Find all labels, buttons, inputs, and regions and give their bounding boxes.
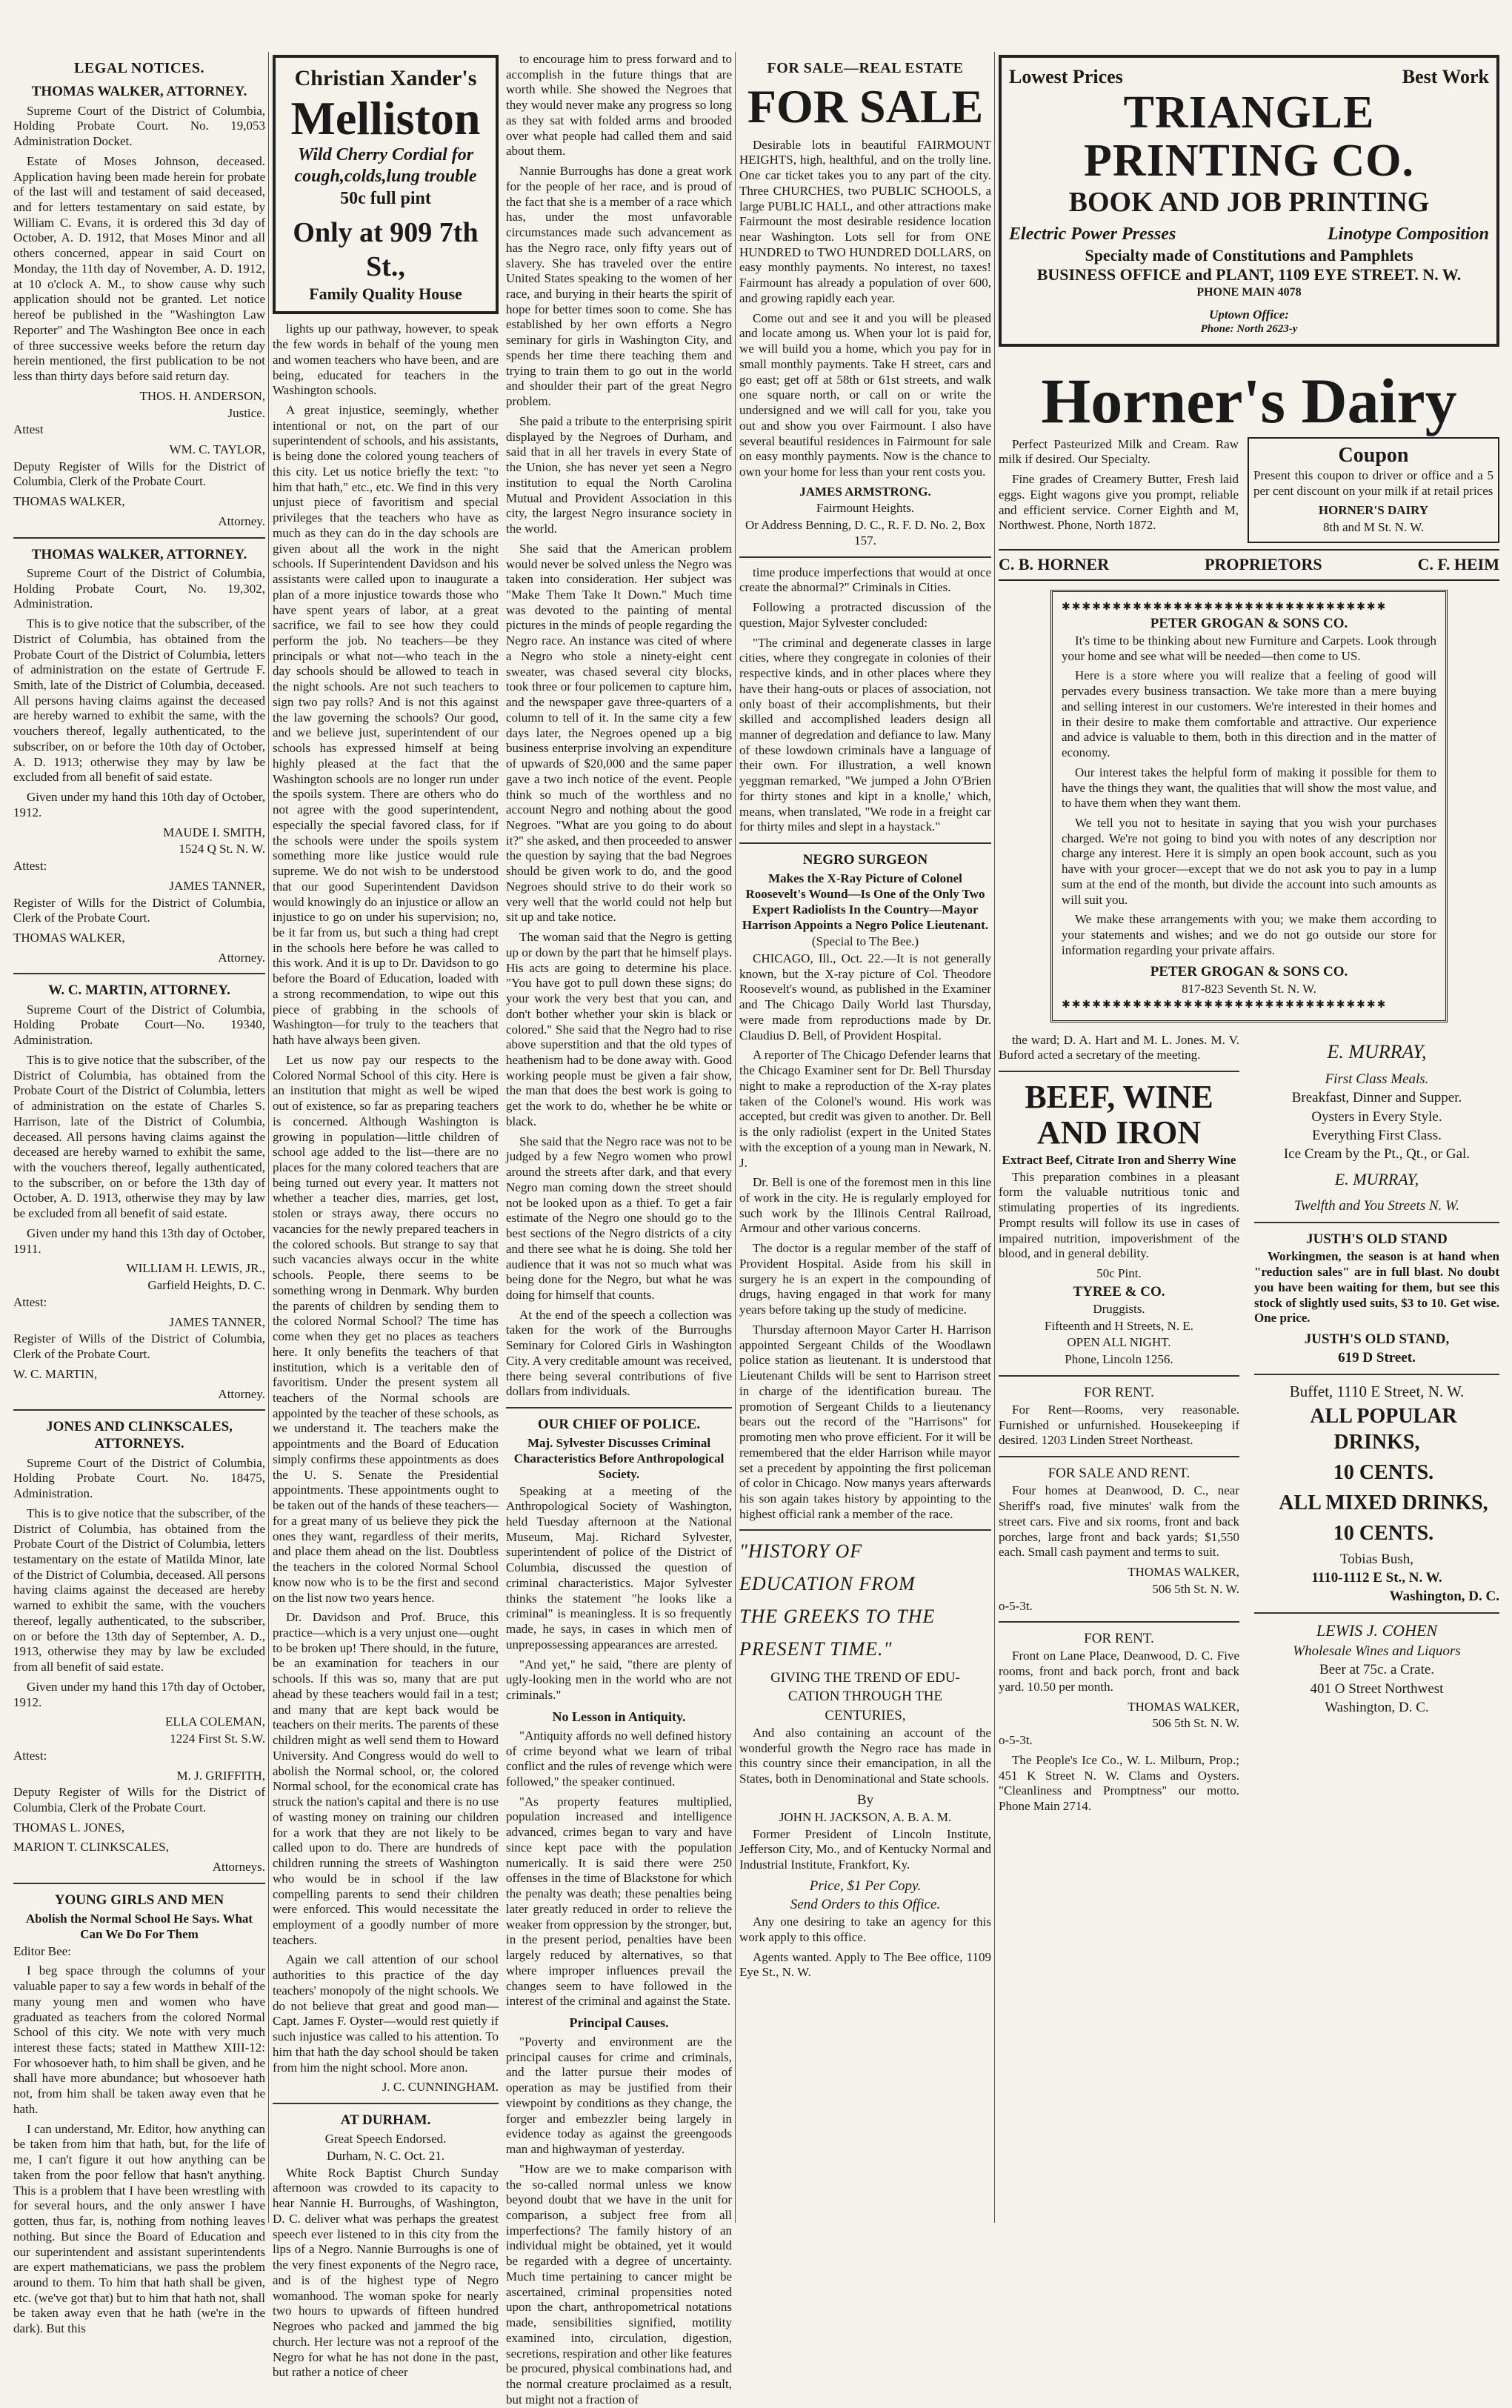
ad-phone: Phone: North 2623-y	[1200, 323, 1298, 336]
divider	[13, 1883, 265, 1884]
subcolumn	[1254, 1033, 1499, 1717]
book-author-bio: Former President of Lincoln Institute, Jefferson City, Mo., and of Kentucky Normal and Industrial Institute, Frankfort, Ky.	[739, 1826, 991, 1872]
signature: THOS. H. ANDERSON,	[139, 388, 265, 403]
article-paragraph: Again we call attention of our school authorities to this practice of the day teachers' monopoly of the night schools. We do not believe that great and good man—Capt. James F. Oyster—would rest quietly if such injustice was called to his attention. To him that hath the day school should be taken from him the night school. More anon.	[273, 1952, 499, 2075]
book-subtitle: GIVING THE TREND OF EDU-	[770, 1670, 960, 1686]
notice-heading: W. C. MARTIN, ATTORNEY.	[48, 982, 230, 999]
ad-address: Only at 909 7th St.,	[293, 216, 479, 283]
signature-title: Deputy Register of Wills for the District of Columbia, Clerk of the Probate Court.	[13, 1785, 265, 1815]
ad-line: ALL POPULAR DRINKS,	[1310, 1404, 1457, 1454]
article-subhead: Abolish the Normal School He Says. What Can We Do For Them	[25, 1912, 253, 1941]
ad-price: 50c Pint.	[1096, 1265, 1142, 1280]
signature: THOMAS WALKER,	[1128, 1699, 1239, 1714]
ad-brand: LEWIS J. COHEN	[1316, 1621, 1438, 1640]
ad-line: Buffet, 1110 E Street, N. W.	[1289, 1383, 1465, 1401]
divider	[506, 1407, 732, 1408]
ad-address: Washington, D. C.	[1389, 1589, 1499, 1605]
for-sale-banner: FOR SALE	[747, 80, 984, 133]
classified-text: The People's Ice Co., W. L. Milburn, Prop.; 451 K Street N. W. Clams and Oysters. "Cleanliness and Promptness" our motto. Phone Main 2714.	[999, 1752, 1239, 1814]
column-real-estate	[739, 52, 991, 2230]
classified-text: For Rent—Rooms, very reasonable. Furnished or unfurnished. Housekeeping if desired. 1203 Linden Street Northeast.	[999, 1402, 1239, 1448]
ad-line: First Class Meals.	[1325, 1071, 1429, 1088]
attest: Attest	[13, 422, 44, 437]
article-paragraph: the ward; D. A. Hart and M. L. Jones. M. V. Buford acted a secretary of the meeting.	[999, 1032, 1239, 1062]
signature: J. C. CUNNINGHAM.	[382, 2080, 499, 2095]
book-price: Price, $1 Per Copy.	[809, 1877, 922, 1894]
book-orders: Send Orders to this Office.	[790, 1897, 941, 1913]
address: Or Address Benning, D. C., R. F. D. No. 2, Box 157.	[745, 518, 985, 548]
ad-brand: JUSTH'S OLD STAND	[1306, 1231, 1448, 1248]
coupon	[1248, 437, 1499, 543]
ad-brand: Melliston	[290, 91, 481, 144]
classified-heading: FOR RENT.	[1084, 1631, 1154, 1647]
classified-heading: FOR RENT.	[1084, 1384, 1154, 1400]
ad-line: Wholesale Wines and Liquors	[1293, 1643, 1461, 1660]
article-heading: NEGRO SURGEON	[802, 852, 928, 868]
ad-price: 50c full pint	[340, 188, 431, 208]
subcolumn	[999, 1033, 1239, 1819]
ad-paragraph: Perfect Pasteurized Milk and Cream. Raw milk if desired. Our Specialty.	[999, 436, 1239, 467]
article-subhead: Maj. Sylvester Discusses Criminal Characteristics Before Anthropological Society.	[513, 1436, 725, 1481]
coupon-name: HORNER'S DAIRY	[1318, 503, 1429, 518]
article-paragraph: She paid a tribute to the enterprising spirit displayed by the Negroes of Durham, and said that in all her travels in every State of the Union, she has never yet seen a Negro institution to equal the North Carolina Mutual and Provident Association in this city, the largest Negro insurance society in the world.	[506, 413, 732, 536]
article-paragraph: Nannie Burroughs has done a great work for the people of her race, and is proud of the fact that she is a member of a race which has, under the most unfavorable circumstances made such advancement as has the Negro race, only fifty years out of slavery. She has traveled over the entire United States speaking to the women of her race, and burying in their hearts the spirit of hope for better times soon to come. She has established by her own efforts a Negro seminary for girls in Washington City, and spends her time there teaching them and trying to train them to go out in the world and shoulder their part of the great Negro problem.	[506, 164, 732, 409]
classified-heading: FOR SALE AND RENT.	[1048, 1466, 1190, 1482]
divider	[1254, 1374, 1499, 1375]
ad-subtitle: Extract Beef, Citrate Iron and Sherry Wine	[1002, 1152, 1236, 1167]
book-agency: Any one desiring to take an agency for this work apply to this office.	[739, 1915, 991, 1944]
address: 506 5th St. N. W.	[1152, 1716, 1239, 1731]
star-border-icon: ✱✱✱✱✱✱✱✱✱✱✱✱✱✱✱✱✱✱✱✱✱✱✱✱✱✱✱✱✱✱✱✱	[1062, 999, 1388, 1011]
legal-notice	[13, 982, 265, 1402]
book-description: And also containing an account of the wonderful growth the Negro race has made in this country since their emancipation, in all the States, both in Denominational and State schools.	[739, 1725, 991, 1786]
notice-body: This is to give notice that the subscriber, of the District of Columbia, has obtained from the Probate Court of the District of Columbia, letters testamentary on the estate of Matilda Minor, late of the District of Columbia, deceased. All persons having claims against the deceased are hereby warned to exhibit the same, with the vouchers thereof, legally authenticated, to the subscriber, on or before the 13th day of September, A. D., 1913, otherwise they may by law be excluded from all benefit of said estate.	[13, 1506, 265, 1674]
legal-notice	[13, 1418, 265, 1875]
notice-given: Given under my hand this 10th day of October, 1912.	[13, 790, 265, 819]
signature: W. C. MARTIN,	[13, 1366, 98, 1381]
section-title: FOR SALE—REAL ESTATE	[767, 60, 964, 76]
ad-brand: BEEF, WINE AND IRON	[1025, 1079, 1213, 1151]
column-ads	[999, 52, 1499, 2230]
signature: M. J. GRIFFITH,	[176, 1768, 265, 1783]
ad-line: Druggists.	[1093, 1301, 1145, 1316]
signature-title: 1524 Q St. N. W.	[179, 842, 265, 857]
ad-paragraph: Workingmen, the season is at hand when "reduction sales" are in full blast. No doubt you have been waiting for them, but see this stock of slightly used suits, $3 to 10. Get wise. One price.	[1254, 1249, 1499, 1326]
divider	[999, 1621, 1239, 1623]
classified-text: Four homes at Deanwood, D. C., near Sheriff's road, five minutes' walk from the street cars. Five and six rooms, front and back porches, large front and back yards; $1,550 each. Small cash payment and terms to suit.	[999, 1483, 1239, 1560]
proprietors-label: PROPRIETORS	[1205, 554, 1322, 573]
signature-title: Attorney.	[218, 513, 265, 528]
divider	[999, 1375, 1239, 1377]
ad-line: 10 CENTS.	[1333, 1460, 1434, 1484]
ad-line: Ice Cream by the Pt., Qt., or Gal.	[1283, 1145, 1471, 1162]
ad-line: Family Quality House	[309, 284, 462, 303]
article-paragraph: Let us now pay our respects to the Colored Normal School of this city. Here is an institution that might as well be wiped out of existence, so far as preparing teachers is concerned. Although Washington is growing in population—little children of school age added to the list—there are no places for the many colored teachers that are being turned out every year. It matters not whether a teacher dies, marries, get lost, stolen or strays away, there occurs no vacancies for the newly prepared teachers in the colored schools. But strange to say that such vacancies always occur in the white schools. People, there seems to be something wrong in Denmark. Why burden the parents of children by sending them to the colored Normal School? The time has come when they get no places as teachers here. It only benefits the teachers of that institution, which is a veritable den of favoritism. Under the present system all teachers of the Normal schools are appointed by the teacher of these schools, as we understand it. The teachers make the appointments and the Board of Education simply confirms these appointments as does the U. S. Senate the Presidential appointments. These appointments ought to be taken out of the hands of these teachers—for a great many of us believe they pick the ones they want, regardless of their merits, and place them ahead on the list. Doubtless the teachers in the colored Normal School know now who is to be the first and second on the list now two years hence.	[273, 1052, 499, 1605]
article-subhead: Great Speech Endorsed.	[324, 2132, 447, 2146]
ad-address: Washington, D. C.	[1325, 1699, 1429, 1715]
letter-article	[13, 1892, 265, 2337]
article-paragraph: to encourage him to press forward and to accomplish in the future things that are worth while. She showed the Negroes that they would never make any progress so long as they sat with folded arms and brooded over what people had called them and said about them.	[506, 52, 732, 159]
book-subtitle: CENTURIES,	[825, 1707, 906, 1723]
proprietor: C. F. HEIM	[1417, 554, 1499, 573]
article-paragraph: A reporter of The Chicago Defender learns that the Chicago Examiner sent for Dr. Bell Thursday night to make a reproduction of the X-ray plates taken of the Colonel's wound. His work was accepted, but credit was given to another. Dr. Bell is the only radiolist (expert in the United States with the exception of a young man in Newark, N. J.	[739, 1048, 991, 1170]
dateline: (Special to The Bee.)	[811, 934, 919, 949]
article-paragraph: "As property features multiplied, population increased and intelligence advanced, crimes began to vary and have since kept pace with the population numerically. It is said there were 250 offenses in the time of Blackstone for which the penalty was death; these penalties being later greatly reduced in order to relieve the weaker from oppression by the stronger, but, in the present period, penalties have been largely reduced by alternatives, so that where improper influences prevail the changes seem to have followed in the interest of the criminal and against the State.	[506, 1794, 732, 2009]
article-subheading: Principal Causes.	[569, 2015, 669, 2030]
coupon-address: 8th and M St. N. W.	[1322, 520, 1425, 535]
proprietors-row	[999, 549, 1499, 581]
notice-given: Given under my hand this 13th day of October, 1911.	[13, 1225, 265, 1256]
coupon-text: Present this coupon to driver or office and a 5 per cent discount on your milk if at retail prices	[1253, 468, 1493, 498]
ad-feature: Linotype Composition	[1327, 224, 1489, 245]
ad-signature: E. MURRAY,	[1334, 1170, 1419, 1189]
grogan-ad	[1050, 590, 1448, 1022]
classified-code: o-5-3t.	[999, 1598, 1033, 1613]
book-title-line: "HISTORY OF	[739, 1540, 863, 1563]
column-articles	[273, 52, 732, 2407]
attest: Attest:	[13, 1294, 47, 1309]
salutation: Editor Bee:	[13, 1943, 71, 1958]
article-paragraph: Following a protracted discussion of the question, Major Sylvester concluded:	[739, 600, 991, 630]
column-rule	[994, 52, 995, 2223]
ad-feature-row	[1009, 224, 1489, 245]
ad-phone: PHONE MAIN 4078	[1196, 286, 1302, 299]
book-title-line: THE GREEKS TO THE	[739, 1605, 936, 1627]
signature: MARION T. CLINKSCALES,	[13, 1840, 169, 1855]
ad-paragraph: We tell you not to hesitate in saying that you wish your purchases charged. We're not going to bind you with notes of any description nor charge any interest. Here it is simply an open book account, such as you have with your grocer—except that we do not ask you to pay in a lump sum at the end of the month, but divide the account into such amounts as will suit you.	[1062, 815, 1436, 907]
article-subheading: No Lesson in Antiquity.	[552, 1709, 686, 1724]
column-legal-notices	[13, 52, 265, 2336]
signature-title: Justice.	[227, 405, 265, 420]
notice-heading: THOMAS WALKER, ATTORNEY.	[31, 546, 247, 562]
classified-code: o-5-3t.	[999, 1733, 1033, 1748]
notice-heading: THOMAS WALKER, ATTORNEY.	[31, 84, 247, 100]
ad-line: 10 CENTS.	[1333, 1521, 1434, 1545]
signature: ELLA COLEMAN,	[164, 1714, 265, 1729]
article-paragraph: The doctor is a regular member of the staff of Provident Hospital. Aside from his skill in surgery he is an expert in the compounding of drugs, having engaged in that work for many years before taking up the study of medicine.	[739, 1241, 991, 1317]
ad-paragraph: This preparation combines in a pleasant form the valuable nutritious tonic and stimulating properties of its ingredients. Prompt results will follow its use in cases of impaired nutrition, impoverishment of the blood, and in general debility.	[999, 1169, 1239, 1261]
divider	[13, 973, 265, 974]
ad-line: BUSINESS OFFICE and PLANT, 1109 EYE STREET. N. W.	[1036, 265, 1462, 285]
signature: THOMAS WALKER,	[13, 930, 125, 945]
book-title-line: EDUCATION FROM	[739, 1573, 916, 1595]
signature: JAMES TANNER,	[169, 878, 265, 893]
ad-address: 1110-1112 E St., N. W.	[1311, 1570, 1442, 1586]
article-paragraph: lights up our pathway, however, to speak the few words in behalf of the young men and women teachers who have been, and are being, educated for teachers in the Washington schools.	[273, 322, 499, 398]
ad-signature: Tobias Bush,	[1340, 1551, 1413, 1567]
ad-line: Specialty made of Constitutions and Pamphlets	[1085, 245, 1413, 265]
ad-line: OPEN ALL NIGHT.	[1067, 1335, 1171, 1350]
ad-line: Everything First Class.	[1312, 1127, 1442, 1143]
column-rule	[268, 52, 269, 2223]
ad-paragraph: Our interest takes the helpful form of making it possible for them to have the things they want, the qualities that will show the most value, and to have them when they want them.	[1062, 765, 1436, 811]
article-paragraph: "How are we to make comparison with the so-called normal unless we know beyond doubt that we have in the unit for comparison, a subject free from all imperfections? The family history of an individual might be obtained, yet it would be regarded with a degree of uncertainty. Much time pertaining to cancer might be ascertained, criminal propensities noted upon the chart, anthropometrical notations made, sensibilities signified, motility examined into, circulation, digestion, secretions, respiration and other like features be procured, physical combinations had, and the normal creature proclaimed as a result, but might not a fraction of	[506, 2161, 732, 2407]
ad-signature: JUSTH'S OLD STAND,	[1304, 1331, 1450, 1347]
ad-address: Twelfth and You Streets N. W.	[1294, 1197, 1459, 1214]
book-subtitle: CATION THROUGH THE	[787, 1689, 943, 1705]
article-paragraph: She said that the American problem would never be solved unless the Negro was taken into consideration. Her subject was "Make Them Take It Down." Much time was devoted to the painting of mental pictures in the minds of people regarding the Negro race. An instance was cited of where a Negro who stole a ninety-eight cent sweater, was chased several city blocks, took three or four policemen to capture him, and the newspaper gave three-quarters of a column to tell of it. In the same city a few days later, the Negroes opened up a big business enterprise involving an expenditure of upwards of $20,000 and the same paper gave a two inch notice of the event. People think so much of the worthless and no account Negro and nothing about the good Negroes. "What are you going to do about it?" she asked, and then proceeded to answer the question by saying that the bad Negroes should be given work to do, and the good Negroes should strive to do their work so very well that the world could not help but sit up and take notice.	[506, 541, 732, 925]
article-paragraph: I beg space through the columns of your valuable paper to say a few words in behalf of the many young men and women who have graduated as teachers from the colored Normal School of this city. We note with very much interest these facts; stated in Matthew XIII-12: For whosoever hath, to him shall be given, and he shall have more abundance; but whosoever hath not, from him shall be taken away even that he hath.	[13, 1963, 265, 2116]
article-paragraph: CHICAGO, Ill., Oct. 22.—It is not generally known, but the X-ray picture of Col. Theodore Roosevelt's wound, as published in the Examiner and The Chicago Daily World last Thursday, were made from reproductions made by Dr. Claudius D. Bell, of Provident Hospital.	[739, 951, 991, 1042]
book-agents: Agents wanted. Apply to The Bee office, 1109 Eye St., N. W.	[739, 1949, 991, 1980]
signature: WM. C. TAYLOR,	[169, 442, 265, 456]
article-paragraph: "And yet," he said, "there are plenty of ugly-looking men in the world who are not criminals."	[506, 1657, 732, 1703]
ad-line: Uptown Office:	[1209, 307, 1289, 322]
ad-tag: Lowest Prices	[1009, 66, 1123, 87]
ad-paragraph: Fine grades of Creamery Butter, Fresh laid eggs. Eight wagons give you prompt, reliable and efficient service. Corner Eighth and M, Northwest. Phone, North 1872.	[999, 472, 1239, 533]
ad-address: Fifteenth and H Streets, N. E.	[1044, 1318, 1194, 1333]
signature: JAMES TANNER,	[169, 1314, 265, 1329]
divider	[1254, 1222, 1499, 1223]
ad-paragraph: Come out and see it and you will be pleased and locate among us. When your lot is paid for, we will build you a home, which you pay for in small monthly payments. Take H street, cars and go east; get off at 58th or 61st streets, and walk one square north, or call on or write the undersigned and we will call for you, take you out and show you over Fairmount. I also have several beautiful residences in Fairmount for sale on easy monthly payments. Now is the chance to own your home for less than your rent costs you.	[739, 310, 991, 479]
notice-body: This is to give notice that the subscriber, of the District of Columbia, has obtained from the Probate Court of the District of Columbia, letters of administration on the estate of Charles S. Harrison, late of the District of Columbia, deceased. All persons having claims against the deceased are hereby warned to exhibit the same, with the vouchers thereof, legally authenticated, to the subscriber, on or before the 13th day of October, A. D. 1913, otherwise they may by law be excluded from all benefit of said estate.	[13, 1052, 265, 1221]
ad-brand: E. MURRAY,	[1327, 1040, 1427, 1062]
signature: JAMES ARMSTRONG.	[799, 484, 931, 499]
notice-court: Supreme Court of the District of Columbia, Holding Probate Court. No. 18475, Administration.	[13, 1455, 265, 1501]
ad-address: 817-823 Seventh St. N. W.	[1182, 981, 1316, 996]
article-paragraph: Dr. Davidson and Prof. Bruce, this practice—which is a very unjust one—ought to be broken up! There should, in the future, be an examination for teachers in our schools. If this was so, many that are put ahead by these teachers would fail in a test; and many that are kept back would be teachers on their merits. The parents of these children might as well send them to Howard University. And Congress would do well to abolish the Normal school, or, the colored Normal school, for the economical crate has struck the nation's capital and there is no use of wasting money on training our children for a work that they are not likely to be called upon to do. There are hundreds of children running the streets of Washington who would be in school if the law compelling parents to send their children were enforced. This would necessitate the employment of a goodly number of more teachers.	[273, 1610, 499, 1947]
triangle-printing-ad	[999, 55, 1499, 347]
article-paragraph: At the end of the speech a collection was taken for the work of the Burroughs Seminary for Colored Girls in Washington City. A very creditable amount was received, there being several contributions of five dollars from individuals.	[506, 1307, 732, 1399]
notice-body: Estate of Moses Johnson, deceased. Application having been made herein for probate of the last will and testament of said deceased, and for letters testamentary on said estate, by William C. Evans, it is ordered this 3d day of October, A. D. 1912, that Moses Minor and all others concerned, appear in said Court on Monday, the 11th day of November, A. D. 1912, at 10 o'clock A. M., to show cause why such application should not be granted. Let notice hereof be published in the "Washington Law Reporter" and The Washington Bee once in each of three successive weeks before the return day herein mentioned, the first publication to be not less than thirty days before said return day.	[13, 153, 265, 384]
article-heading: YOUNG GIRLS AND MEN	[54, 1892, 224, 1908]
coupon-title: Coupon	[1338, 443, 1409, 467]
signature: MAUDE I. SMITH,	[163, 825, 265, 839]
ad-line: Wild Cherry Cordial for cough,colds,lung trouble	[294, 144, 477, 187]
proprietor: C. B. HORNER	[999, 554, 1110, 573]
article-paragraph: The woman said that the Negro is getting up or down by the part that he himself plays. His acts are going to determine his place. "You have got to pull down these signs; do your work the very best that you can, and don't bother whether your skin is black or colored." She said that the Negro had to rise above superstition and that the old types of heathenism had to be done away with. Good working people must be given a fair show, the man that does the best work is going to get the work to do, whether he be white or black.	[506, 930, 732, 1128]
melliston-ad	[273, 55, 499, 314]
ad-paragraph: Desirable lots in beautiful FAIRMOUNT HEIGHTS, high, healthful, and on the trolly line. One car ticket takes you to any part of the city. Three CHURCHES, two PUBLIC SCHOOLS, a large PUBLIC HALL, and other attractions make Fairmount the most desirable residence location near Washington. Lots sell for from ONE HUNDRED to TWO HUNDRED DOLLARS, on easy monthly payments. No interest, no taxes! Fairmount has already a population of over 600, and growing rapidly each year.	[739, 137, 991, 305]
ad-brand: Horner's Dairy	[1041, 365, 1457, 436]
attest: Attest:	[13, 859, 47, 874]
signature-title: 1224 First St. S.W.	[170, 1732, 265, 1746]
ad-top-row	[1009, 65, 1489, 89]
signature-title: Register of Wills for the District of Columbia, Clerk of the Probate Court.	[13, 895, 265, 925]
article-paragraph: Speaking at a meeting of the Anthropological Society of Washington, held Tuesday afternoon at the National Museum, Maj. Richard Sylvester, superintendent of police of the District of Columbia, discussed the question of criminal characteristics. Major Sylvester thinks the statement "he looks like a criminal" is meaningless. It is so frequently made, he says, in cases in which men of unprepossessing appearances are arrested.	[506, 1483, 732, 1652]
lower-ads	[999, 1033, 1499, 1885]
notice-heading: JONES AND CLINKSCALES, ATTORNEYS.	[46, 1419, 233, 1452]
article-paragraph: "Antiquity affords no well defined history of crime beyond what we learn of tribal conflict and the rules of revenge which were followed," the speaker continued.	[506, 1728, 732, 1789]
column-rule	[735, 52, 736, 2223]
ad-line: ALL MIXED DRINKS,	[1279, 1491, 1488, 1514]
ad-subtitle: BOOK AND JOB PRINTING	[1068, 186, 1430, 218]
divider	[999, 1456, 1239, 1457]
ad-tag: Best Work	[1402, 66, 1489, 87]
divider	[273, 2103, 499, 2104]
subcolumn	[506, 52, 732, 2407]
article-heading: OUR CHIEF OF POLICE.	[537, 1417, 701, 1433]
signature: THOMAS L. JONES,	[13, 1820, 125, 1835]
signature-title: Attorney.	[218, 1386, 265, 1401]
article-subhead: Makes the X-Ray Picture of Colonel Roosevelt's Wound—Is One of the Only Two Expert Radiolists In the Country—Mayor Harrison Appoints a Negro Police Lieutenant.	[742, 871, 989, 932]
divider	[999, 1071, 1239, 1072]
signature-title: Attorney.	[218, 950, 265, 965]
divider	[739, 842, 991, 844]
signature-title: Deputy Register of Wills for the District of Columbia, Clerk of the Probate Court.	[13, 459, 265, 489]
article-paragraph: A great injustice, seemingly, whether intentional or not, on the part of our superintendent of schools, and his assistants, is being done the colored young teachers of this city. Let us notice briefly the text: "to him that hath," etc., etc. We find in this very unjust piece of favoritism and special privileges that the teachers who have as much as they can do in the day schools are given about all the work in the night schools. If Superintendent Davidson and his assistants were called upon to inaugurate a plan of a more injustice towards those who have spent years of labor, at a great sacrifice, we fail to see how they could perform the job. No teachers—be they principals or what not—who teach in the day schools should be allowed to teach in the night schools. Are not such teachers to sign two pay rolls? And is not this against the law governing the schools? Our good, and we believe just, superintendent of our schools has expressed himself at being highly pleased at the fact that the Washington schools are no longer run under the spoils system. There are others who do not agree with the good superintendent, especially the special favored class, for if the schools were under the spoils system something more like justice would rule supreme. We do not wish to be understood that our good Superintendent Davidson would knowingly do an injustice or allow an injustice to go on under his supervision; no, be it far from us, but such a thing had crept in the schools here before he was called to this work. And it is up to Dr. Davidson to go before the Board of Education, loaded with a strong recommendation, to wipe out this piece of grabbing in the schools of Washington—for truly to the teachers that hath have always been given.	[273, 403, 499, 1048]
attest: Attest:	[13, 1748, 47, 1763]
ad-feature: Electric Power Presses	[1009, 224, 1176, 245]
article-paragraph: time produce imperfections that would at once create the abnormal?" Criminals in Cities.	[739, 565, 991, 595]
signature-title: Attorneys.	[212, 1860, 265, 1875]
signature: THOMAS WALKER,	[13, 494, 125, 509]
article-paragraph: Thursday afternoon Mayor Carter H. Harrison appointed Sergeant Childs of the Woodlawn police station as lieutenant. It is understood that Lieutenant Childs will be sent to Harrison street in charge of the identification bureau. The promotion of Sergeant Childs to a lieutenancy bears out the record of the "Harrisons" for promoting men who prove efficient. For it will be remembered that the elder Harrison while mayor set a precedent by appointing the first policeman of color in Chicago. Now manys years afterwards his son again takes history by appointing to the highest official rank a member of the race.	[739, 1322, 991, 1521]
section-title: LEGAL NOTICES.	[74, 60, 204, 76]
book-author: JOHN H. JACKSON, A. B. A. M.	[779, 1809, 952, 1824]
article-paragraph: White Rock Baptist Church Sunday afternoon was crowded to its capacity to hear Nannie H. Burroughs, of Washington, D. C. deliver what was perhaps the greatest speech ever listened to in this city from the lips of a Negro. Nannie Burroughs is one of the very finest exponents of the Negro race, and is of the highest type of Negro womanhood. The woman spoke for nearly two hours to upwards of fifteen hundred Negroes who packed and jammed the big church. Her lecture was not a reproof of the Negro for what he has not done in the past, but rather a notice of cheer	[273, 2165, 499, 2380]
legal-notice	[13, 546, 265, 966]
ad-signature: PETER GROGAN & SONS CO.	[1150, 963, 1348, 980]
signature: THOMAS WALKER,	[1128, 1565, 1239, 1580]
ad-line: Breakfast, Dinner and Supper.	[1291, 1090, 1462, 1106]
ad-paragraph: It's time to be thinking about new Furniture and Carpets. Look through your home and see what will be needed—then come to US.	[1062, 633, 1436, 663]
subcolumn	[273, 52, 499, 2380]
divider	[13, 1409, 265, 1411]
notice-court: Supreme Court of the District of Columbia, Holding Probate Court. No. 19,053 Administration Docket.	[13, 103, 265, 149]
address: 506 5th St. N. W.	[1152, 1581, 1239, 1596]
ad-brand: TRIANGLE PRINTING CO.	[1083, 87, 1415, 186]
article-paragraph: "Poverty and environment are the principal causes for crime and criminals, and the latter pursue their modes of operation as may be justified from their viewpoint by conditions as they change, the forger and embezzler being largely in evidence today as against the greengoods man and highwayman of yesterday.	[506, 2034, 732, 2157]
book-by: By	[856, 1792, 874, 1808]
signature-title: Register of Wills of the District of Columbia, Clerk of the Probate Court.	[13, 1331, 265, 1362]
ad-line: Oysters in Every Style.	[1311, 1108, 1442, 1125]
notice-court: Supreme Court of the District of Columbia, Holding Probate Court, No. 19,302, Administration.	[13, 565, 265, 611]
book-ad	[739, 1540, 991, 1980]
dateline: Durham, N. C. Oct. 21.	[326, 2148, 445, 2163]
legal-notice	[13, 83, 265, 529]
ad-paragraph: We make these arrangements with you; we make them according to your statements and wishes; and we do not go outside our store for information regarding your private affairs.	[1062, 912, 1436, 957]
divider	[739, 556, 991, 558]
horner-dairy-ad	[999, 365, 1499, 581]
ad-line: Christian Xander's	[294, 66, 477, 90]
article-paragraph: "The criminal and degenerate classes in large cities, where they congregate in colonies of their respective kinds, and in other places where they have their hang-outs or places of association, not only boast of their accomplishments, but their skilled and accomplished leaders design all manner of degredation and defiance to law. Many of these lowdown criminals have a language of their own. For illustration, a well known yeggman remarked, "We jumped a John O'Brien for thirty stones and kipt in a knolle,' which, means, when translated, "We rode in a freight car for thirty miles and slept in a haystack."	[739, 635, 991, 834]
article-paragraph: Dr. Bell is one of the foremost men in this line of work in the city. He is regularly employed for such work by the Illinois Central Railroad, Armour and other various concerns.	[739, 1175, 991, 1236]
classified-text: Front on Lane Place, Deanwood, D. C. Five rooms, front and back porch, front and back yard. 10.50 per month.	[999, 1649, 1239, 1694]
divider	[1254, 1612, 1499, 1614]
ad-paragraph: Here is a store where you will realize that a feeling of good will pervades every business transaction. We take more than a mere buying and selling interest in our customers. We're interested in their homes and in their desire to make them comfortable and attractive. Our experience and advice is valuable to them, both in this direction and in the matter of economy.	[1062, 668, 1436, 760]
article-paragraph: She said that the Negro race was not to be judged by a few Negro women who prowl around the streets after dark, and that every Negro man coming down the street should not be looked upon as a thief. To get a fair estimate of the Negro one should go to the best sections of the Negro districts of a city and there see what he is doing. She told her audience that it was not so much what was being done for the Negro, but what he was doing for himself that counts.	[506, 1134, 732, 1303]
ad-address: 401 O Street Northwest	[1310, 1680, 1444, 1697]
notice-given: Given under my hand this 17th day of October, 1912.	[13, 1679, 265, 1709]
ad-brand: PETER GROGAN & SONS CO.	[1150, 615, 1348, 631]
signature-title: Garfield Heights, D. C.	[147, 1278, 265, 1293]
ad-address: 619 D Street.	[1338, 1350, 1416, 1366]
notice-body: This is to give notice that the subscriber, of the District of Columbia, has obtained from the Probate Court of the District of Columbia, letters of administration on the estate of Gertrude F. Smith, late of the District of Columbia, deceased. All persons having claims against the deceased are hereby warned to exhibit the same, with the vouchers thereof, legally authenticated, to the subscriber, on or before the 10th day of October, A. D. 1913; otherwise they may by law be excluded from all benefit of said estate.	[13, 616, 265, 785]
article-paragraph: I can understand, Mr. Editor, how anything can be taken from him that hath, but, for the life of me, I can't figure it out how anything can be taken from the poor fellow that hasn't anything. This is a problem that I have been wrestling with for several hours, and the only answer I have gotten, thus far, is, nothing from nothing leaves nothing. But since the Board of Education and our superintendent and assistant superintendents are expert mathematicians, we pass the problem around to them. To him that hath shall be given, etc. (we've got that) but to him that hath not, shall be taken away even that he hath (we're in the dark). But this	[13, 2121, 265, 2336]
address: Fairmount Heights.	[816, 501, 915, 516]
ad-signature: TYREE & CO.	[1073, 1283, 1165, 1300]
star-border-icon: ✱✱✱✱✱✱✱✱✱✱✱✱✱✱✱✱✱✱✱✱✱✱✱✱✱✱✱✱✱✱✱✱	[1062, 601, 1388, 613]
divider	[739, 1529, 991, 1531]
ad-phone: Phone, Lincoln 1256.	[1065, 1352, 1173, 1367]
divider	[13, 537, 265, 539]
article-heading: AT DURHAM.	[340, 2112, 431, 2129]
book-title-line: PRESENT TIME."	[739, 1637, 893, 1660]
ad-line: Beer at 75c. a Crate.	[1319, 1662, 1435, 1678]
signature: WILLIAM H. LEWIS, JR.,	[126, 1261, 265, 1276]
notice-court: Supreme Court of the District of Columbia, Holding Probate Court—No. 19340, Administration.	[13, 1002, 265, 1048]
